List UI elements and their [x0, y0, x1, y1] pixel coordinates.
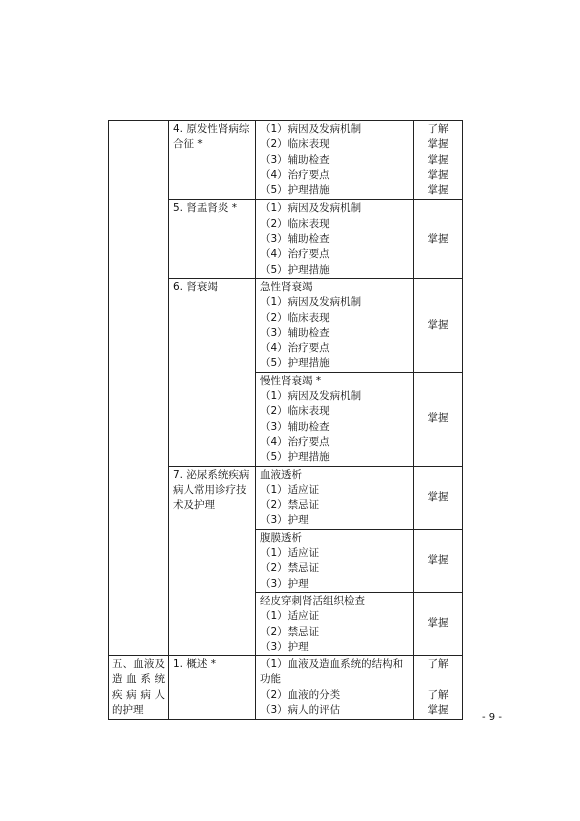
level-cell [414, 466, 463, 529]
level-cell [414, 372, 463, 466]
content-cell [256, 200, 414, 278]
content-cell [256, 466, 414, 529]
topic-line: 7. 泌尿系统疾病 [173, 468, 250, 481]
topic-cell [169, 278, 256, 466]
content-cell [256, 372, 414, 466]
content-line: （3）护理 [260, 577, 309, 590]
level-label: 掌握 [427, 412, 449, 425]
content-line: （1）病因及发病机制 [260, 296, 362, 309]
content-line: （1）病因及发病机制 [260, 123, 362, 135]
topic-line: 病人常用诊疗技 [173, 483, 247, 496]
content-line: （2）禁忌证 [260, 499, 320, 512]
topic-line: 术及护理 [173, 499, 215, 512]
unit-cell-empty [109, 121, 169, 656]
topic-line: 6. 肾衰竭 [173, 280, 218, 293]
content-line: （1）血液及造血系统的结构和功能 [260, 658, 404, 686]
content-line: （3）辅助检查 [260, 326, 330, 339]
topic-cell [169, 121, 256, 200]
topic-line: 合征 * [173, 138, 203, 151]
content-line: （2）临床表现 [260, 138, 330, 151]
content-line: （4）治疗要点 [260, 435, 330, 448]
level-label: 掌握 [427, 153, 449, 166]
unit-line: 的护理 [112, 703, 144, 716]
content-line: （2）临床表现 [260, 311, 330, 324]
unit-cell [109, 656, 169, 720]
topic-line: 5. 肾盂肾炎 * [173, 202, 237, 215]
level-label-blank [416, 672, 460, 687]
level-cell [414, 200, 463, 278]
content-line: （5）护理措施 [260, 357, 330, 370]
level-label: 掌握 [427, 168, 449, 181]
content-line: （5）护理措施 [260, 263, 330, 276]
level-label: 掌握 [427, 318, 449, 331]
content-line: （1）适应证 [260, 547, 320, 560]
level-label: 掌握 [427, 184, 449, 197]
content-line: （3）病人的评估 [260, 703, 341, 716]
topic-cell [169, 200, 256, 278]
topic-cell [169, 466, 256, 656]
level-label: 掌握 [427, 138, 449, 151]
level-cell [414, 529, 463, 592]
level-cell [414, 656, 463, 720]
content-line: （4）治疗要点 [260, 342, 330, 355]
unit-line: 造血系统 [112, 673, 165, 686]
content-line: （2）禁忌证 [260, 625, 320, 638]
level-label: 掌握 [427, 554, 449, 567]
content-cell [256, 529, 414, 592]
unit-line: 五、血液及 [112, 658, 165, 671]
content-line: （3）辅助检查 [260, 153, 330, 166]
content-line: （1）病因及发病机制 [260, 390, 362, 403]
content-line: （3）辅助检查 [260, 420, 330, 433]
level-cell [414, 278, 463, 372]
content-line: （3）护理 [260, 640, 309, 653]
content-line: 急性肾衰竭 [260, 280, 313, 293]
content-line: （4）治疗要点 [260, 248, 330, 261]
level-label: 掌握 [427, 490, 449, 503]
topic-cell [169, 656, 256, 720]
content-line: （3）护理 [260, 514, 309, 527]
page-number: - 9 - [482, 712, 502, 723]
topic-line: 4. 原发性肾病综 [173, 123, 250, 135]
content-line: 血液透析 [260, 468, 302, 481]
content-line: 慢性肾衰竭 * [260, 374, 322, 387]
table-row [109, 656, 463, 720]
content-line: （1）病因及发病机制 [260, 202, 362, 215]
content-line: （1）适应证 [260, 610, 320, 623]
content-cell [256, 592, 414, 655]
topic-line: 1. 概述 * [173, 658, 216, 671]
unit-line: 疾病病人 [112, 688, 165, 701]
content-cell [256, 278, 414, 372]
content-line: （2）禁忌证 [260, 562, 320, 575]
level-cell [414, 121, 463, 200]
content-line: （2）临床表现 [260, 217, 330, 230]
syllabus-table [108, 120, 463, 720]
content-cell [256, 656, 414, 720]
level-label: 掌握 [427, 703, 449, 716]
level-label: 掌握 [427, 232, 449, 245]
content-cell [256, 121, 414, 200]
level-label: 了解 [427, 658, 449, 671]
content-line: 经皮穿刺肾活组织检查 [260, 594, 365, 607]
content-line: （3）辅助检查 [260, 233, 330, 246]
level-label: 了解 [427, 123, 449, 135]
content-line: （2）临床表现 [260, 405, 330, 418]
content-line: （1）适应证 [260, 483, 320, 496]
content-line: （2）血液的分类 [260, 688, 341, 701]
level-label: 了解 [427, 688, 449, 701]
table-row [109, 121, 463, 200]
content-line: （5）护理措施 [260, 451, 330, 464]
content-line: （5）护理措施 [260, 184, 330, 197]
level-label: 掌握 [427, 617, 449, 630]
level-cell [414, 592, 463, 655]
content-line: 腹膜透析 [260, 531, 302, 544]
content-line: （4）治疗要点 [260, 168, 330, 181]
